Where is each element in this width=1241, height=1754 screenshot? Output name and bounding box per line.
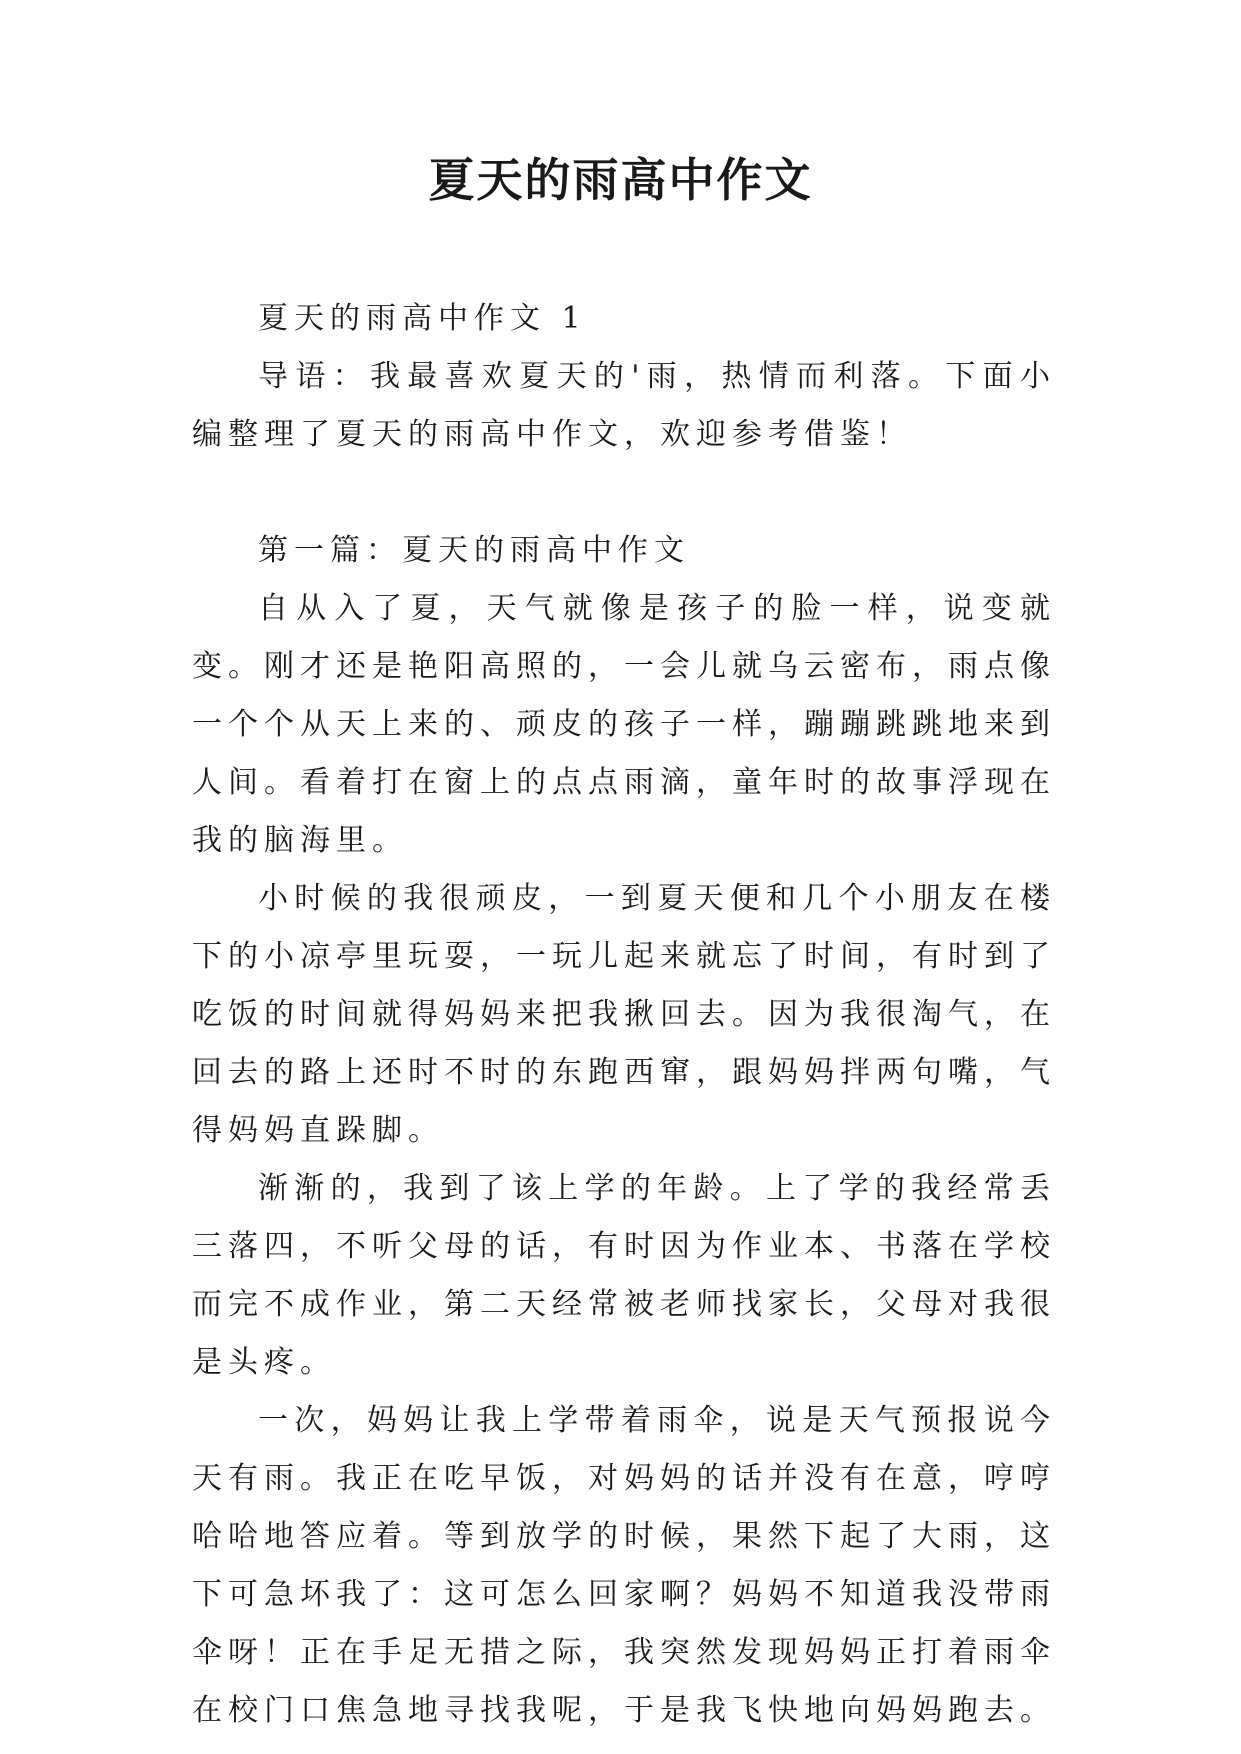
- document-body: [192, 290, 1056, 1740]
- body-paragraph: 渐渐的，我到了该上学的年龄。上了学的我经常丢三落四，不听父母的话，有时因为作业本、书落在学校而完不成作业，第二天经常被老师找家长，父母对我很是头疼。: [192, 1171, 1056, 1380]
- section-heading: 夏天的雨高中作文 1: [258, 301, 587, 336]
- body-paragraph: 自从入了夏，天气就像是孩子的脸一样，说变就变。刚才还是艳阳高照的，一会儿就乌云密布，雨点像一个个从天上来的、顽皮的孩子一样，蹦蹦跳跳地来到人间。看着打在窗上的点点雨滴，童年时的故事浮现在我的脑海里。: [192, 591, 1056, 858]
- intro-paragraph: 导语：我最喜欢夏天的'雨，热情而利落。下面小编整理了夏天的雨高中作文，欢迎参考借鉴！: [192, 359, 1056, 452]
- body-paragraph: 小时候的我很顽皮，一到夏天便和几个小朋友在楼下的小凉亭里玩耍，一玩儿起来就忘了时间，有时到了吃饭的时间就得妈妈来把我揪回去。因为我很淘气，在回去的路上还时不时的东跑西窜，跟妈妈拌两句嘴，气得妈妈直跺脚。: [192, 881, 1056, 1148]
- document-title: 夏天的雨高中作文: [428, 153, 813, 207]
- chapter-heading: 第一篇：夏天的雨高中作文: [258, 533, 690, 568]
- blank-line: [192, 464, 1056, 522]
- body-paragraph: 一次，妈妈让我上学带着雨伞，说是天气预报说今天有雨。我正在吃早饭，对妈妈的话并没有在意，哼哼哈哈地答应着。等到放学的时候，果然下起了大雨，这下可急坏我了：这可怎么回家啊？妈妈不知道我没带雨伞呀！正在手足无措之际，我突然发现妈妈正打着雨伞在校门口焦急地寻找我呢，于是我飞快地向妈妈跑去。: [192, 1403, 1056, 1728]
